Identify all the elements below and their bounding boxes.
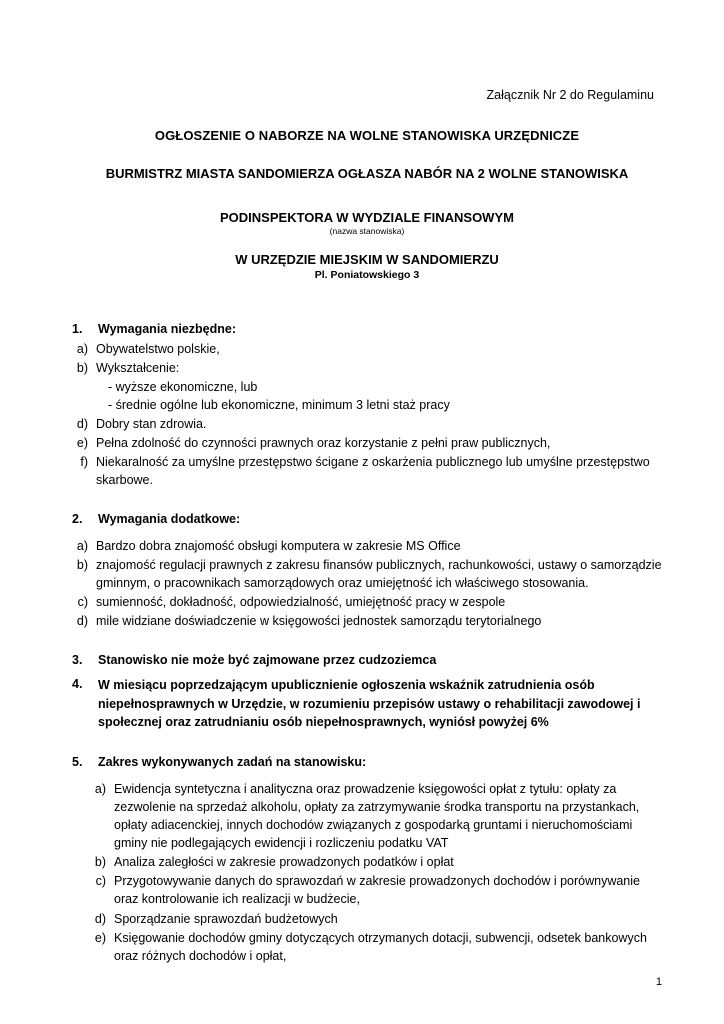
heading-position: PODINSPEKTORA W WYDZIALE FINANSOWYM bbox=[220, 209, 514, 225]
list-item-text: Sporządzanie sprawozdań budżetowych bbox=[114, 911, 338, 926]
list-item-marker: b) bbox=[76, 557, 88, 572]
heading-announcement: BURMISTRZ MIASTA SANDOMIERZA OGŁASZA NABÓR NA 2 WOLNE STANOWISKA bbox=[105, 166, 629, 181]
list-item bbox=[90, 910, 662, 928]
list-item-marker: d) bbox=[76, 614, 88, 629]
section-5-items bbox=[72, 780, 662, 965]
list-item bbox=[72, 340, 662, 358]
list-item-marker: f) bbox=[80, 455, 88, 470]
list-item-marker: a) bbox=[94, 781, 106, 796]
list-item-text: Niekaralność za umyślne przestępstwo ścigane z oskarżenia publicznego lub umyślne przestępstwo skarbowe. bbox=[96, 455, 650, 488]
section-5-head bbox=[72, 754, 662, 772]
list-item bbox=[72, 537, 662, 555]
section-3 bbox=[72, 652, 662, 670]
list-item bbox=[72, 434, 662, 452]
list-item bbox=[72, 556, 662, 592]
list-item bbox=[72, 359, 662, 413]
list-item-text: Bardzo dobra znajomość obsługi komputera w zakresie MS Office bbox=[96, 538, 461, 553]
page-title: OGŁOSZENIE O NABORZE NA WOLNE STANOWISKA URZĘDNICZE bbox=[154, 128, 580, 143]
section-3-title: Stanowisko nie może być zajmowane przez cudzoziemca bbox=[98, 653, 437, 668]
section-5-title: Zakres wykonywanych zadań na stanowisku: bbox=[98, 755, 367, 770]
section-1-items bbox=[72, 340, 662, 489]
section-4 bbox=[72, 676, 662, 732]
list-item-marker: b) bbox=[76, 361, 88, 376]
list-item-marker: d) bbox=[94, 911, 106, 926]
list-item-marker: c) bbox=[77, 595, 88, 610]
list-item-marker: d) bbox=[76, 416, 88, 431]
heading-office-address: Pl. Poniatowskiego 3 bbox=[314, 268, 420, 281]
list-item bbox=[72, 453, 662, 489]
list-item-marker: e) bbox=[76, 435, 88, 450]
section-4-title: W miesiącu poprzedzającym upublicznienie ogłoszenia wskaźnik zatrudnienia osób niepełnosprawnych w Urzędzie, w rozumieniu przepisów ustawy o rehabilitacji zawodowej i społecznej oraz zatrudnianiu osób niepełnosprawnych, wyniósł powyżej 6% bbox=[98, 677, 641, 730]
list-item-marker: a) bbox=[76, 342, 88, 357]
heading-position-note: (nazwa stanowiska) bbox=[329, 225, 405, 236]
list-item bbox=[72, 415, 662, 433]
list-item-text: Analiza zaległości w zakresie prowadzonych podatków i opłat bbox=[114, 855, 454, 870]
section-1-number: 1. bbox=[72, 321, 83, 336]
list-item-text: Ewidencja syntetyczna i analityczna oraz prowadzenie księgowości opłat z tytułu: opłaty za zezwolenie na sprzedaż alkoholu, opłaty za zatrzymywanie środka transportu na przystankach, opłaty adiacenckiej, innych dochodów związanych z gospodarką gruntami i nieruchomościami gminy nie podlegających ewidencji i rozliczeniu podatku VAT bbox=[114, 781, 640, 851]
list-item bbox=[72, 612, 662, 630]
section-5 bbox=[72, 754, 662, 965]
page-number: 1 bbox=[655, 976, 662, 988]
list-item bbox=[90, 853, 662, 871]
list-item-text: Przygotowywanie danych do sprawozdań w zakresie prowadzonych dochodów i porównywanie oraz kontrolowanie ich realizacji w budżecie, bbox=[114, 874, 640, 907]
list-item-text: znajomość regulacji prawnych z zakresu finansów publicznych, rachunkowości, ustawy o samorządzie gminnym, o pracownikach samorządowych oraz umiejętność ich właściwego stosowania. bbox=[96, 557, 662, 591]
list-item-marker: a) bbox=[76, 538, 88, 553]
list-item-subline: - wyższe ekonomiczne, lub bbox=[108, 379, 258, 394]
list-item-subline: - średnie ogólne lub ekonomiczne, minimum 3 letni staż pracy bbox=[108, 397, 450, 412]
section-1-head bbox=[72, 321, 662, 339]
section-2 bbox=[72, 511, 662, 630]
section-2-number: 2. bbox=[72, 512, 83, 527]
list-item bbox=[90, 929, 662, 965]
list-item bbox=[90, 780, 662, 853]
section-5-number: 5. bbox=[72, 755, 83, 770]
list-item-text bbox=[96, 359, 662, 413]
list-item-text: sumienność, dokładność, odpowiedzialność, umiejętność pracy w zespole bbox=[96, 595, 506, 610]
list-item-marker: e) bbox=[94, 930, 106, 945]
list-item-text: Obywatelstwo polskie, bbox=[96, 342, 220, 357]
list-item-marker: c) bbox=[95, 874, 106, 889]
list-item bbox=[90, 872, 662, 908]
attachment-note: Załącznik Nr 2 do Regulaminu bbox=[486, 88, 654, 102]
list-item-text: Pełna zdolność do czynności prawnych oraz korzystanie z pełni praw publicznych, bbox=[96, 435, 551, 450]
section-4-head bbox=[72, 676, 662, 732]
heading-office: W URZĘDZIE MIEJSKIM W SANDOMIERZU bbox=[235, 251, 499, 267]
section-3-head bbox=[72, 652, 662, 670]
section-2-items bbox=[72, 537, 662, 631]
list-item-text: Dobry stan zdrowia. bbox=[96, 416, 207, 431]
section-3-number: 3. bbox=[72, 653, 83, 668]
section-1-title: Wymagania niezbędne: bbox=[98, 321, 236, 336]
list-item-text: Księgowanie dochodów gminy dotyczących otrzymanych dotacji, subwencji, odsetek bankowych oraz różnych dochodów i opłat, bbox=[114, 930, 647, 963]
list-item-text: mile widziane doświadczenie w księgowości jednostek samorządu terytorialnego bbox=[96, 614, 542, 629]
section-2-head bbox=[72, 511, 662, 529]
section-2-title: Wymagania dodatkowe: bbox=[98, 512, 241, 527]
list-item-label: Wykształcenie: bbox=[96, 361, 180, 376]
section-4-number: 4. bbox=[72, 676, 83, 691]
list-item-marker: b) bbox=[94, 855, 106, 870]
list-item bbox=[72, 593, 662, 611]
section-1 bbox=[72, 321, 662, 490]
